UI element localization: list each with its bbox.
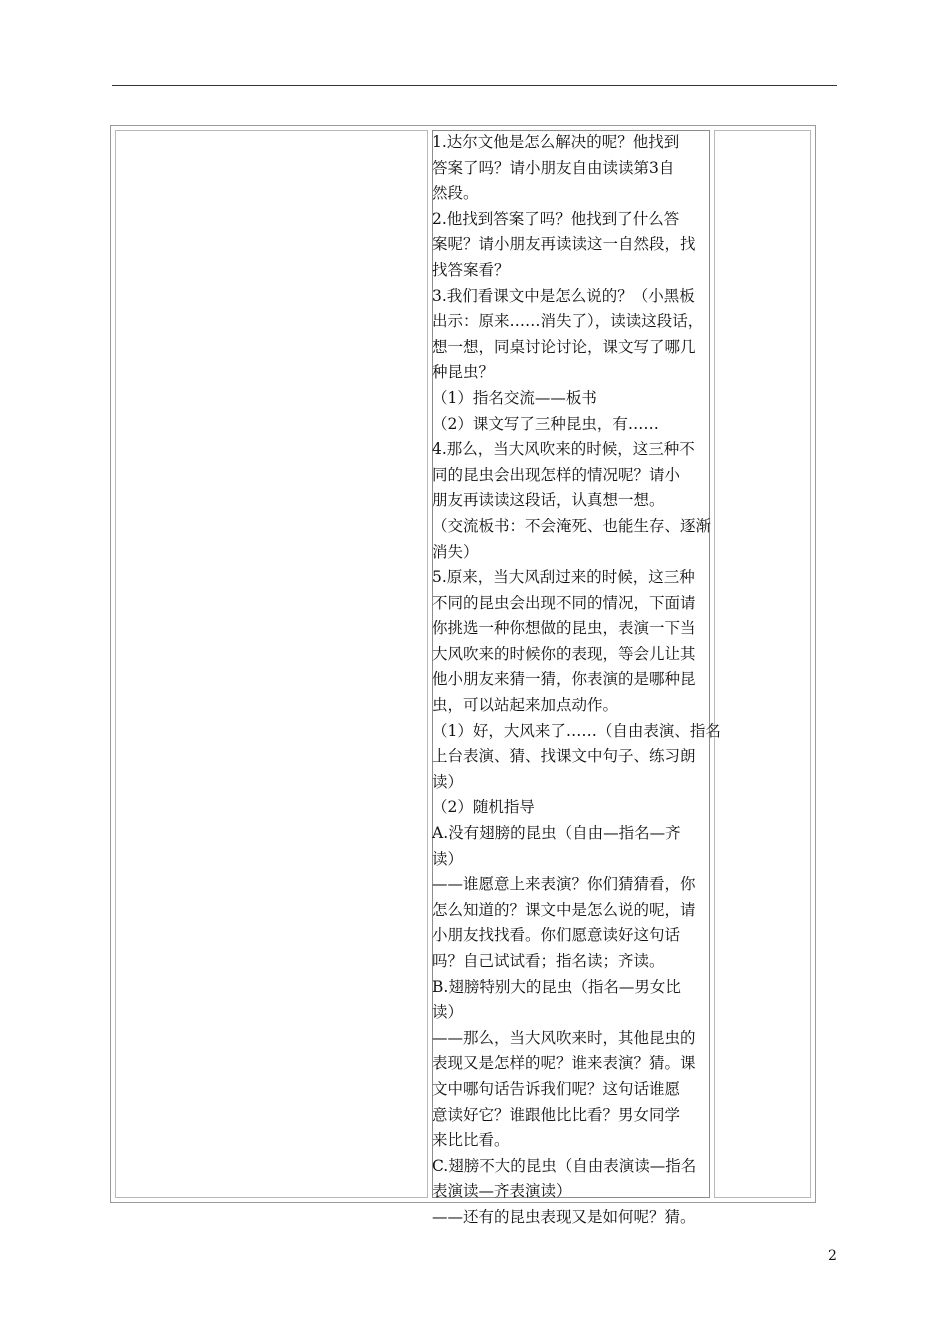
text-line: 4.那么，当大风吹来的时候，这三种不 — [432, 440, 695, 459]
text-line: 找答案看？ — [432, 260, 510, 279]
text-line: 怎么知道的？课文中是怎么说的呢，请 — [432, 900, 696, 919]
text-line: B.翅膀特别大的昆虫（指名—男女比 — [432, 977, 681, 996]
text-line: 答案了吗？请小朋友自由读读第3自 — [432, 158, 675, 177]
text-line: 5.原来，当大风刮过来的时候，这三种 — [432, 568, 695, 587]
table-cell-left — [115, 130, 428, 1198]
text-line: （交流板书：不会淹死、也能生存、逐渐 — [432, 516, 712, 535]
text-line: 文中哪句话告诉我们呢？这句话谁愿 — [432, 1079, 681, 1098]
text-line: 然段。 — [432, 184, 479, 203]
text-line: 想一想，同桌讨论讨论，课文写了哪几 — [432, 337, 696, 356]
header-rule — [112, 85, 837, 86]
text-line: 虫，可以站起来加点动作。 — [432, 696, 619, 715]
text-line: 同的昆虫会出现怎样的情况呢？请小 — [432, 465, 681, 484]
text-line: ——还有的昆虫表现又是如何呢？猜。 — [432, 1207, 696, 1226]
text-line: 案呢？请小朋友再读读这一自然段，找 — [432, 235, 696, 254]
text-line: 意读好它？谁跟他比比看？男女同学 — [432, 1105, 681, 1124]
text-line: 他小朋友来猜一猜，你表演的是哪种昆 — [432, 670, 696, 689]
text-line: ——那么，当大风吹来时，其他昆虫的 — [432, 1028, 696, 1047]
text-line: 吗？自己试试看；指名读；齐读。 — [432, 952, 665, 970]
text-line: 你挑选一种你想做的昆虫，表演一下当 — [432, 619, 696, 638]
text-line: 2.他找到答案了吗？他找到了什么答 — [432, 209, 680, 228]
text-line: 表现又是怎样的呢？谁来表演？猜。课 — [432, 1054, 696, 1073]
text-line: 读） — [432, 849, 464, 868]
text-line: 上台表演、猜、找课文中句子、练习朗 — [432, 747, 696, 766]
table-cell-right — [714, 130, 811, 1198]
lesson-text — [432, 130, 721, 1231]
text-line: 3.我们看课文中是怎么说的？（小黑板 — [432, 286, 695, 305]
text-line: 小朋友找找看。你们愿意读好这句话 — [432, 926, 681, 945]
text-line: 消失） — [432, 542, 479, 561]
text-line: 表演读—齐表演读） — [432, 1182, 572, 1201]
text-line: 朋友再读读这段话，认真想一想。 — [432, 491, 665, 510]
text-line: 读） — [432, 772, 464, 791]
text-line: 出示：原来……消失了），读读这段话， — [432, 312, 704, 331]
text-line: 种昆虫？ — [432, 363, 495, 382]
text-line: C.翅膀不大的昆虫（自由表演读—指名 — [432, 1156, 697, 1175]
text-line: 不同的昆虫会出现不同的情况，下面请 — [432, 593, 696, 612]
page-number: 2 — [828, 1248, 837, 1264]
text-line: 大风吹来的时候你的表现，等会儿让其 — [432, 644, 696, 663]
text-line: （2）课文写了三种昆虫，有…… — [432, 414, 659, 433]
text-line: ——谁愿意上来表演？你们猜猜看，你 — [432, 875, 696, 894]
text-line: 读） — [432, 1003, 464, 1022]
text-line: （1）指名交流——板书 — [432, 388, 597, 407]
text-line: （2）随机指导 — [432, 798, 535, 817]
text-line: A.没有翅膀的昆虫（自由—指名—齐 — [432, 824, 681, 843]
text-line: 来比比看。 — [432, 1131, 510, 1150]
text-line: （1）好，大风来了……（自由表演、指名 — [432, 721, 721, 740]
text-line: 1.达尔文他是怎么解决的呢？他找到 — [432, 133, 680, 151]
